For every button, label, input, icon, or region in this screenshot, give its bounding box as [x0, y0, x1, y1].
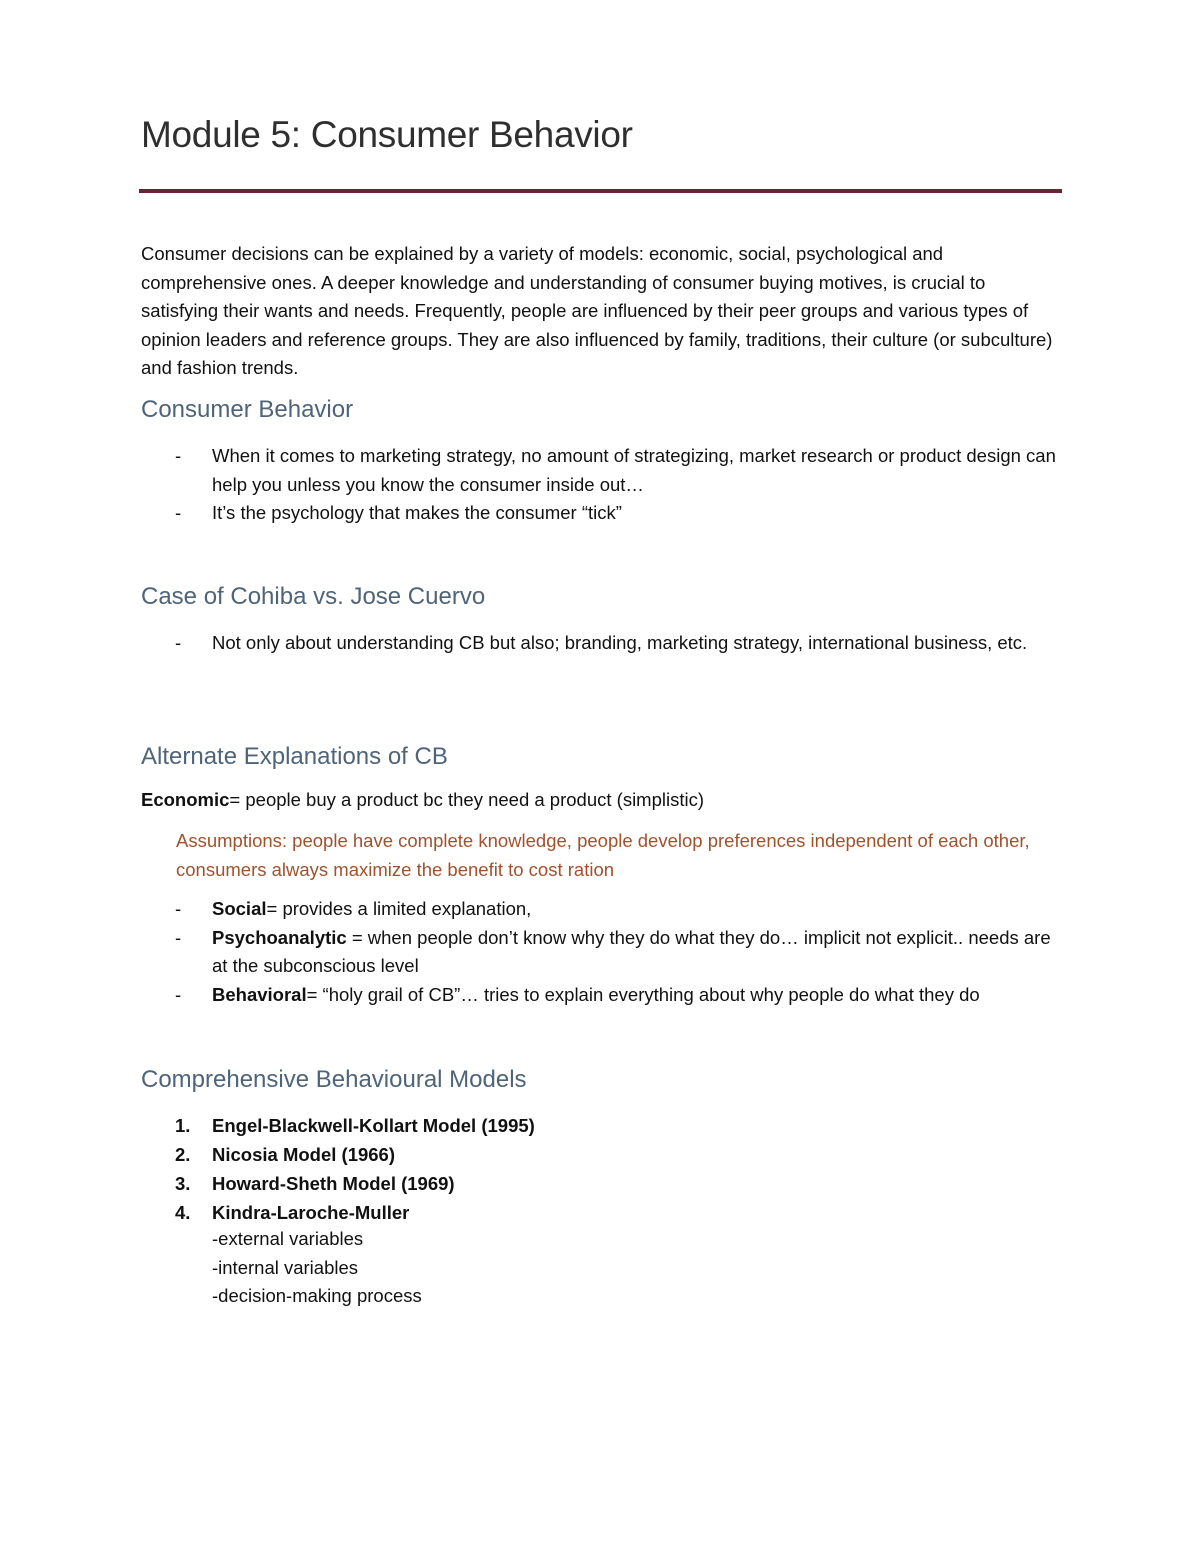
economic-paragraph — [141, 786, 1061, 815]
heading-case: Case of Cohiba vs. Jose Cuervo — [141, 583, 486, 610]
list-item-term: Social — [212, 898, 267, 919]
list-item — [141, 1169, 1041, 1198]
list-item-text: = provides a limited explanation, — [266, 898, 532, 919]
economic-term: Economic — [141, 789, 230, 810]
list-item — [141, 1198, 1041, 1227]
list-item-text: It’s the psychology that makes the consumer “tick” — [212, 502, 622, 523]
intro-paragraph: Consumer decisions can be explained by a variety of models: economic, social, psychological and comprehensive ones. A deeper knowledge and understanding of consumer buying motives, is crucial to satisfying their wants and needs. Frequently, people are influenced by their peer groups and various types of opinion leaders and reference groups. They are also influenced by family, traditions, their culture (or subculture) and fashion trends. — [141, 243, 1053, 378]
dash-bullet: - — [175, 898, 182, 919]
dash-bullet: - — [175, 502, 182, 523]
list-item — [141, 499, 1061, 528]
list-number: 4. — [175, 1202, 191, 1223]
list-item — [141, 1140, 1041, 1169]
list-item-text: Kindra-Laroche-Muller — [212, 1202, 410, 1223]
heading-comprehensive-models: Comprehensive Behavioural Models — [141, 1066, 527, 1093]
sub-list-item: -external variables — [212, 1228, 364, 1249]
kindra-sub-list — [212, 1225, 422, 1311]
dash-bullet: - — [175, 632, 182, 653]
list-item — [141, 442, 1061, 499]
list-item — [141, 895, 1061, 924]
list-item-term: Behavioral — [212, 983, 307, 1005]
sub-list-item: -internal variables — [212, 1256, 359, 1278]
list-item — [141, 629, 1061, 658]
dash-bullet: - — [175, 983, 182, 1005]
list-item — [141, 981, 1061, 1010]
title-divider — [139, 189, 1062, 193]
list-number: 3. — [175, 1173, 191, 1194]
page-title: Module 5: Consumer Behavior — [141, 114, 633, 155]
economic-text: = people buy a product bc they need a product (simplistic) — [229, 789, 705, 810]
assumptions-paragraph: Assumptions: people have complete knowledge, people develop preferences independent of each other, consumers always maximize the benefit to cost ration — [176, 830, 1030, 880]
case-list — [141, 629, 1061, 658]
list-item-text: Not only about understanding CB but also; branding, marketing strategy, international business, etc. — [212, 632, 1028, 653]
consumer-behavior-list — [141, 442, 1061, 528]
models-list — [141, 1111, 1041, 1227]
dash-bullet: - — [175, 445, 182, 466]
list-item-text: When it comes to marketing strategy, no amount of strategizing, market research or product design can help you unless you know the consumer inside out… — [212, 445, 1056, 495]
heading-consumer-behavior: Consumer Behavior — [141, 396, 354, 423]
alternate-explanations-list — [141, 895, 1061, 1009]
list-number: 1. — [175, 1115, 191, 1136]
list-number: 2. — [175, 1144, 191, 1165]
list-item — [141, 924, 1061, 981]
list-item — [141, 1111, 1041, 1140]
list-item-term: Psychoanalytic — [212, 926, 347, 948]
list-item-text: Howard-Sheth Model (1969) — [212, 1173, 455, 1194]
dash-bullet: - — [175, 926, 182, 948]
list-item-text: Nicosia Model (1966) — [212, 1144, 396, 1165]
list-item-text: Engel-Blackwell-Kollart Model (1995) — [212, 1115, 535, 1136]
heading-alternate-explanations: Alternate Explanations of CB — [141, 743, 448, 770]
sub-list-item: -decision-making process — [212, 1285, 422, 1306]
list-item-text: = when people don’t know why they do what they do… implicit not explicit.. needs are at the subconscious level — [212, 926, 1051, 976]
list-item-text: = “holy grail of CB”… tries to explain everything about why people do what they do — [306, 983, 980, 1005]
